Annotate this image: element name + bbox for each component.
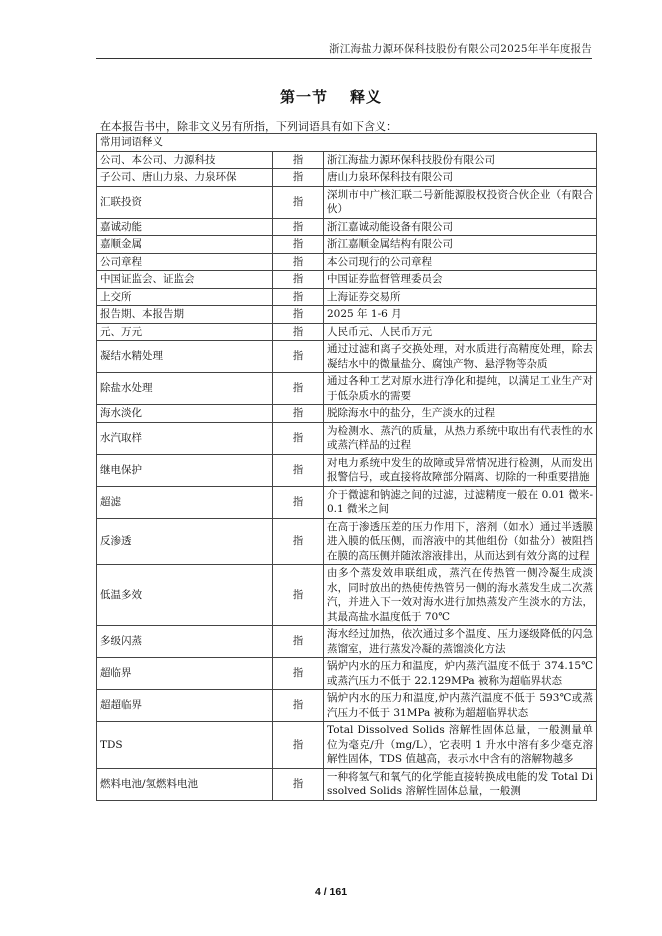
term-cell: 继电保护	[97, 454, 273, 486]
ref-cell: 指	[273, 690, 324, 722]
ref-cell: 指	[273, 722, 324, 769]
table-row	[97, 518, 597, 565]
table-row	[97, 405, 597, 423]
page-number: 4 / 161	[314, 886, 348, 898]
ref-cell: 指	[273, 658, 324, 690]
ref-cell: 指	[273, 454, 324, 486]
ref-cell: 指	[273, 422, 324, 454]
table-row	[97, 186, 597, 218]
term-cell: 超滤	[97, 486, 273, 518]
term-cell: 公司、本公司、力源科技	[97, 151, 273, 169]
definition-cell: 人民币元、人民币万元	[324, 323, 597, 341]
definition-cell: 为检测水、蒸汽的质量，从热力系统中取出有代表性的水或蒸汽样品的过程	[324, 422, 597, 454]
term-cell: 上交所	[97, 288, 273, 306]
term-cell: 凝结水精处理	[97, 341, 273, 373]
term-cell: 超超临界	[97, 690, 273, 722]
table-caption-row	[97, 134, 597, 152]
table-row	[97, 271, 597, 289]
ref-cell: 指	[273, 151, 324, 169]
table-row	[97, 454, 597, 486]
table-row	[97, 341, 597, 373]
term-cell: 汇联投资	[97, 186, 273, 218]
ref-cell: 指	[273, 565, 324, 626]
term-cell: 公司章程	[97, 253, 273, 271]
table-row	[97, 236, 597, 254]
table-row	[97, 218, 597, 236]
definition-cell: 通过过滤和离子交换处理，对水质进行高精度处理，除去凝结水中的微量盐分、腐蚀产物、悬浮物等杂质	[324, 341, 597, 373]
ref-cell: 指	[273, 486, 324, 518]
definition-cell: 锅炉内水的压力和温度,炉内蒸汽温度不低于 593℃或蒸汽压力不低于 31MPa 被称为超超临界状态	[324, 690, 597, 722]
term-cell: 超临界	[97, 658, 273, 690]
table-row	[97, 169, 597, 187]
term-cell: 海水淡化	[97, 405, 273, 423]
ref-cell: 指	[273, 186, 324, 218]
definition-cell: 浙江嘉顺金属结构有限公司	[324, 236, 597, 254]
definition-cell: 对电力系统中发生的故障或异常情况进行检测，从而发出报警信号，或直接将故障部分隔离、切除的一种重要措施	[324, 454, 597, 486]
definition-cell: 上海证券交易所	[324, 288, 597, 306]
ref-cell: 指	[273, 236, 324, 254]
definition-cell: 海水经过加热，依次通过多个温度、压力逐级降低的闪急蒸馏室，进行蒸发冷凝的蒸馏淡化方法	[324, 626, 597, 658]
term-cell: TDS	[97, 722, 273, 769]
term-cell: 多级闪蒸	[97, 626, 273, 658]
term-cell: 除盐水处理	[97, 373, 273, 405]
section-name: 释义	[350, 88, 383, 106]
table-row	[97, 306, 597, 324]
term-cell: 子公司、唐山力泉、力泉环保	[97, 169, 273, 187]
term-cell: 中国证监会、证监会	[97, 271, 273, 289]
term-cell: 燃料电池/氢燃料电池	[97, 768, 273, 800]
definition-cell: 通过各种工艺对原水进行净化和提纯，以满足工业生产对于低杂质水的需要	[324, 373, 597, 405]
table-row	[97, 565, 597, 626]
definition-cell: 深圳市中广核汇联二号新能源股权投资合伙企业（有限合伙）	[324, 186, 597, 218]
term-cell: 反渗透	[97, 518, 273, 565]
ref-cell: 指	[273, 253, 324, 271]
definition-cell: 中国证券监督管理委员会	[324, 271, 597, 289]
ref-cell: 指	[273, 341, 324, 373]
section-number: 第一节	[279, 88, 328, 106]
ref-cell: 指	[273, 518, 324, 565]
section-title	[0, 86, 662, 107]
definitions-table	[96, 133, 597, 801]
ref-cell: 指	[273, 323, 324, 341]
table-row	[97, 422, 597, 454]
definition-cell: 在高于渗透压差的压力作用下，溶剂（如水）通过半透膜进入膜的低压侧，而溶液中的其他组份（如盐分）被阻挡在膜的高压侧并随浓溶液排出，从而达到有效分离的过程	[324, 518, 597, 565]
ref-cell: 指	[273, 626, 324, 658]
ref-cell: 指	[273, 373, 324, 405]
definition-cell: 锅炉内水的压力和温度，炉内蒸汽温度不低于 374.15℃或蒸汽压力不低于 22.129MPa 被称为超临界状态	[324, 658, 597, 690]
definition-cell: 一种将氢气和氧气的化学能直接转换成电能的发 Total Dissolved Solids 溶解性固体总量，一般测	[324, 768, 597, 800]
table-row	[97, 658, 597, 690]
definition-cell: 脱除海水中的盐分，生产淡水的过程	[324, 405, 597, 423]
table-row	[97, 253, 597, 271]
ref-cell: 指	[273, 405, 324, 423]
term-cell: 元、万元	[97, 323, 273, 341]
definition-cell: 浙江嘉诚动能设备有限公司	[324, 218, 597, 236]
table-row	[97, 151, 597, 169]
table-row	[97, 486, 597, 518]
table-caption: 常用词语释义	[97, 134, 597, 152]
ref-cell: 指	[273, 288, 324, 306]
definition-cell: 浙江海盐力源环保科技股份有限公司	[324, 151, 597, 169]
ref-cell: 指	[273, 218, 324, 236]
report-header: 浙江海盐力源环保科技股份有限公司2025年半年度报告	[329, 43, 592, 55]
definition-cell: 本公司现行的公司章程	[324, 253, 597, 271]
ref-cell: 指	[273, 306, 324, 324]
ref-cell: 指	[273, 768, 324, 800]
definition-cell: 由多个蒸发效串联组成，蒸汽在传热管一侧冷凝生成淡水，同时放出的热使传热管另一侧的海水蒸发生成二次蒸汽，并进入下一效对海水进行加热蒸发产生淡水的方法，其最高盐水温度低于 70℃	[324, 565, 597, 626]
header-divider	[96, 58, 592, 59]
intro-text: 在本报告书中，除非文义另有所指，下列词语具有如下含义：	[100, 120, 397, 133]
term-cell: 水汽取样	[97, 422, 273, 454]
ref-cell: 指	[273, 271, 324, 289]
table-row	[97, 768, 597, 800]
definition-cell: Total Dissolved Solids 溶解性固体总量，一般测量单位为毫克/升（mg/L），它表明 1 升水中溶有多少毫克溶解性固体，TDS 值越高，表示水中含有的溶解物越多	[324, 722, 597, 769]
term-cell: 报告期、本报告期	[97, 306, 273, 324]
definition-cell: 2025 年 1-6 月	[324, 306, 597, 324]
ref-cell: 指	[273, 169, 324, 187]
term-cell: 低温多效	[97, 565, 273, 626]
table-row	[97, 288, 597, 306]
definition-cell: 唐山力泉环保科技有限公司	[324, 169, 597, 187]
table-row	[97, 722, 597, 769]
term-cell: 嘉顺金属	[97, 236, 273, 254]
term-cell: 嘉诚动能	[97, 218, 273, 236]
table-row	[97, 690, 597, 722]
table-row	[97, 373, 597, 405]
definition-cell: 介于微滤和钠滤之间的过滤，过滤精度一般在 0.01 微米-0.1 微米之间	[324, 486, 597, 518]
table-row	[97, 626, 597, 658]
table-row	[97, 323, 597, 341]
